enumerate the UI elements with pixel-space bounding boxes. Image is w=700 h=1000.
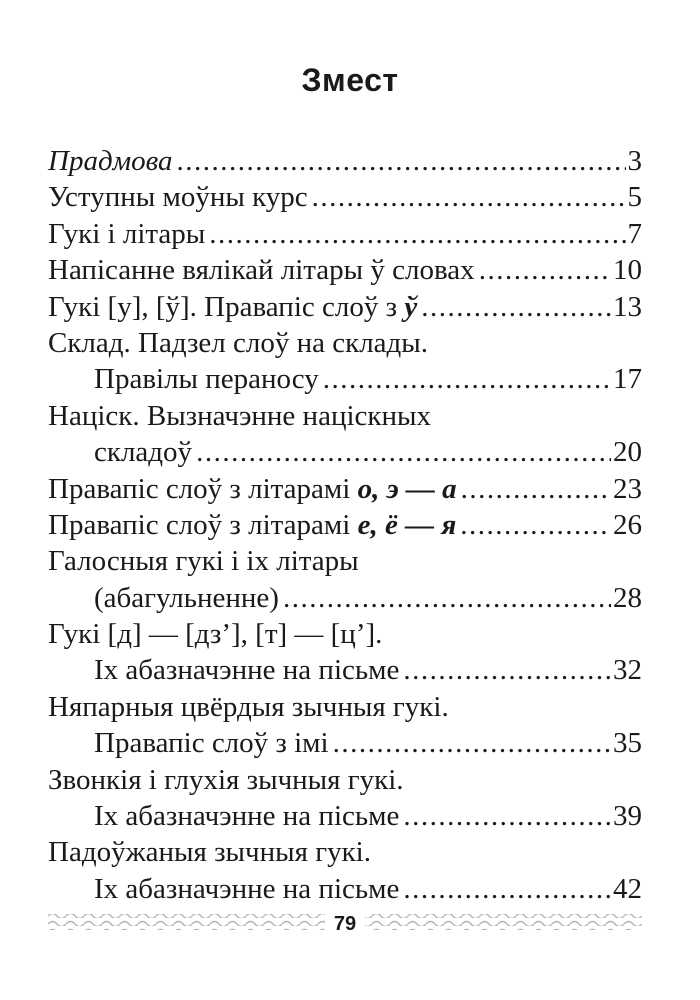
- toc-entry-spelling-e-yo-ya[interactable]: [48, 507, 642, 543]
- toc-entry-subtitle: складоў: [94, 436, 193, 469]
- toc-entry-hard-consonants-line2[interactable]: [48, 725, 642, 761]
- toc-entry-vowels-line1[interactable]: [48, 543, 642, 579]
- toc-entry-capital-letters[interactable]: [48, 252, 642, 288]
- toc-entry-page: 5: [627, 181, 642, 214]
- toc-entry-page: 13: [613, 290, 642, 323]
- toc-entry-voiced-voiceless-line1[interactable]: [48, 762, 642, 798]
- toc-entry-d-dz-line2[interactable]: [48, 652, 642, 688]
- page-footer: [48, 910, 642, 938]
- toc-entry-title: Правапіс слоў з літарамі е, ё — я: [48, 508, 457, 541]
- toc-entry-page: 39: [613, 800, 642, 833]
- dot-leader: [403, 798, 611, 834]
- toc-entry-title: Прадмова: [48, 145, 173, 177]
- toc-entry-long-consonants-line1[interactable]: [48, 834, 642, 870]
- toc-entry-stress-line2[interactable]: [48, 434, 642, 470]
- toc-entry-stress-line1[interactable]: [48, 398, 642, 434]
- toc-entry-preface[interactable]: [48, 143, 642, 179]
- dot-leader: [460, 507, 611, 543]
- toc-entry-title: Гукі [д] — [дз’], [т] — [ц’].: [48, 618, 383, 651]
- dot-leader: [312, 179, 626, 215]
- toc-entry-page: 23: [613, 472, 642, 505]
- toc-entry-long-consonants-line2[interactable]: [48, 871, 642, 907]
- toc-entry-emphasis: е, ё — я: [357, 508, 457, 541]
- dot-leader: [177, 143, 626, 179]
- toc-entry-title: Звонкія і глухія зычныя гукі.: [48, 763, 404, 796]
- table-of-contents: [48, 143, 642, 907]
- toc-entry-d-dz-line1[interactable]: [48, 616, 642, 652]
- dot-leader: [196, 434, 611, 470]
- toc-entry-title: Правапіс слоў з літарамі о, э — а: [48, 472, 457, 505]
- dot-leader: [333, 725, 611, 761]
- toc-entry-vowels-line2[interactable]: [48, 580, 642, 616]
- toc-entry-title: Няпарныя цвёрдыя зычныя гукі.: [48, 690, 449, 723]
- toc-entry-subtitle: Правілы пераносу: [94, 363, 319, 396]
- toc-entry-title: Уступны моўны курс: [48, 181, 308, 214]
- toc-entry-title: Падоўжаныя зычныя гукі.: [48, 836, 371, 869]
- toc-entry-page: 20: [613, 436, 642, 469]
- page-title: Змест: [301, 62, 399, 98]
- toc-entry-title: Напісанне вялікай літары ў словах: [48, 254, 475, 287]
- toc-entry-page: 17: [613, 363, 642, 396]
- toc-entry-page: 42: [613, 872, 642, 905]
- dot-leader: [461, 471, 611, 507]
- toc-entry-sounds-letters[interactable]: [48, 216, 642, 252]
- dot-leader: [403, 871, 611, 907]
- toc-entry-page: 3: [627, 145, 642, 177]
- dot-leader: [403, 652, 611, 688]
- toc-entry-syllable-line1[interactable]: [48, 325, 642, 361]
- toc-entry-subtitle: (абагульненне): [94, 581, 279, 614]
- toc-entry-emphasis: о, э — а: [357, 472, 457, 505]
- toc-entry-page: 26: [613, 508, 642, 541]
- toc-entry-syllable-line2[interactable]: [48, 361, 642, 397]
- dot-leader: [421, 289, 611, 325]
- dot-leader: [209, 216, 625, 252]
- toc-entry-subtitle: Іх абазначэнне на пісьме: [94, 654, 400, 687]
- toc-entry-page: 35: [613, 727, 642, 760]
- toc-entry-u-sounds[interactable]: [48, 289, 642, 325]
- toc-entry-title: Націск. Вызначэнне націскных: [48, 399, 431, 432]
- toc-entry-emphasis: ў: [404, 290, 418, 323]
- page-number: 79: [325, 910, 365, 938]
- toc-entry-page: 10: [613, 254, 642, 287]
- toc-entry-subtitle: Іх абазначэнне на пісьме: [94, 800, 400, 833]
- toc-entry-page: 28: [613, 581, 642, 614]
- toc-entry-voiced-voiceless-line2[interactable]: [48, 798, 642, 834]
- toc-entry-title: Галосныя гукі і іх літары: [48, 545, 359, 578]
- toc-entry-title: Гукі і літары: [48, 217, 206, 250]
- toc-entry-subtitle: Іх абазначэнне на пісьме: [94, 872, 400, 905]
- toc-entry-subtitle: Правапіс слоў з імі: [94, 727, 329, 760]
- toc-entry-page: 7: [627, 217, 642, 250]
- toc-entry-hard-consonants-line1[interactable]: [48, 689, 642, 725]
- toc-entry-page: 32: [613, 654, 642, 687]
- dot-leader: [283, 580, 611, 616]
- toc-entry-intro-course[interactable]: [48, 179, 642, 215]
- toc-entry-spelling-o-e-a[interactable]: [48, 471, 642, 507]
- toc-entry-title: Склад. Падзел слоў на склады.: [48, 326, 429, 359]
- dot-leader: [479, 252, 611, 288]
- dot-leader: [323, 361, 611, 397]
- toc-entry-title: Гукі [у], [ў]. Правапіс слоў з ў: [48, 290, 418, 323]
